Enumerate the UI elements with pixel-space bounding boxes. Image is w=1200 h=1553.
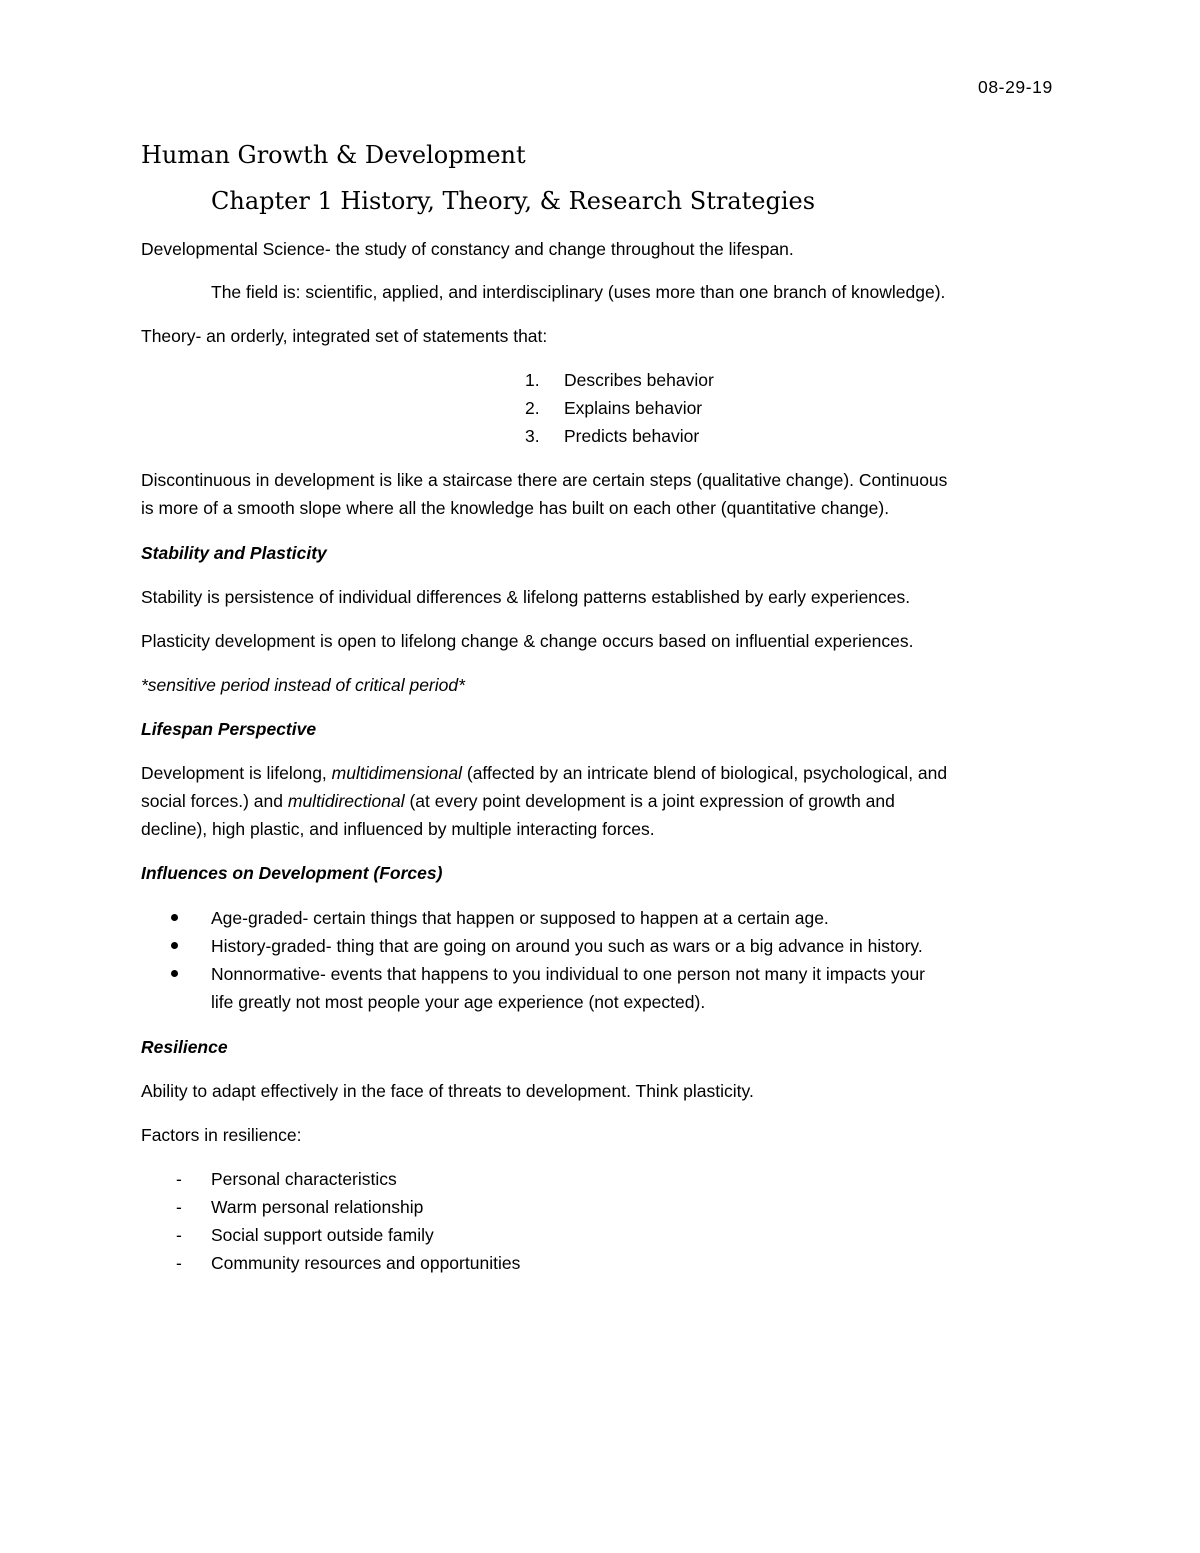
discontinuous-paragraph-line: is more of a smooth slope where all the knowledge has built on each other (quantitative change).: [141, 498, 890, 518]
dash-marker: -: [176, 1225, 182, 1245]
resilience-heading: Resilience: [141, 1037, 228, 1057]
field-description: The field is: scientific, applied, and interdisciplinary (uses more than one branch of knowledge).: [211, 282, 946, 302]
chapter-title: Chapter 1 History, Theory, & Research Strategies: [211, 187, 816, 215]
bullet-icon: [171, 942, 178, 949]
influence-item: Nonnormative- events that happens to you individual to one person not many it impacts your: [211, 964, 926, 984]
lifespan-paragraph-line: [141, 760, 947, 786]
influences-heading: Influences on Development (Forces): [141, 863, 443, 883]
discontinuous-paragraph-line: Discontinuous in development is like a staircase there are certain steps (qualitative change). Continuous: [141, 470, 948, 490]
text-span: social forces.) and: [141, 791, 288, 811]
stability-heading: Stability and Plasticity: [141, 543, 327, 563]
list-item: Describes behavior: [564, 370, 714, 390]
factor-item: Warm personal relationship: [211, 1197, 424, 1217]
list-item: Predicts behavior: [564, 426, 700, 446]
term-multidirectional: multidirectional: [287, 791, 405, 811]
influence-item-continued: life greatly not most people your age experience (not expected).: [211, 992, 706, 1012]
dev-science-definition: Developmental Science- the study of constancy and change throughout the lifespan.: [141, 239, 794, 259]
influence-item: Age-graded- certain things that happen or supposed to happen at a certain age.: [211, 908, 829, 928]
factors-intro: Factors in resilience:: [141, 1125, 302, 1145]
resilience-text: Ability to adapt effectively in the face of threats to development. Think plasticity.: [141, 1081, 754, 1101]
influence-item: History-graded- thing that are going on around you such as wars or a big advance in history.: [211, 936, 923, 956]
lifespan-heading: Lifespan Perspective: [141, 719, 317, 739]
date: 08-29-19: [978, 77, 1053, 97]
lifespan-paragraph-line: decline), high plastic, and influenced by multiple interacting forces.: [141, 819, 655, 839]
bullet-icon: [171, 970, 178, 977]
list-number: 1.: [525, 370, 540, 390]
list-number: 3.: [525, 426, 540, 446]
dash-marker: -: [176, 1197, 182, 1217]
dash-marker: -: [176, 1253, 182, 1273]
factor-item: Personal characteristics: [211, 1169, 397, 1189]
text-span: (at every point development is a joint expression of growth and: [404, 791, 895, 811]
term-multidimensional: multidimensional: [331, 763, 462, 783]
factor-item: Social support outside family: [211, 1225, 434, 1245]
text-span: (affected by an intricate blend of biological, psychological, and: [462, 763, 948, 783]
lifespan-paragraph-line: [141, 788, 895, 814]
bullet-icon: [171, 914, 178, 921]
theory-definition: Theory- an orderly, integrated set of statements that:: [141, 326, 548, 346]
dash-marker: -: [176, 1169, 182, 1189]
plasticity-text: Plasticity development is open to lifelong change & change occurs based on influential experiences.: [141, 631, 914, 651]
list-number: 2.: [525, 398, 540, 418]
stability-text: Stability is persistence of individual differences & lifelong patterns established by early experiences.: [141, 587, 911, 607]
text-span: Development is lifelong,: [141, 763, 332, 783]
page-title: Human Growth & Development: [141, 141, 526, 169]
list-item: Explains behavior: [564, 398, 703, 418]
sensitive-period-note: *sensitive period instead of critical period*: [141, 675, 465, 695]
factor-item: Community resources and opportunities: [211, 1253, 521, 1273]
